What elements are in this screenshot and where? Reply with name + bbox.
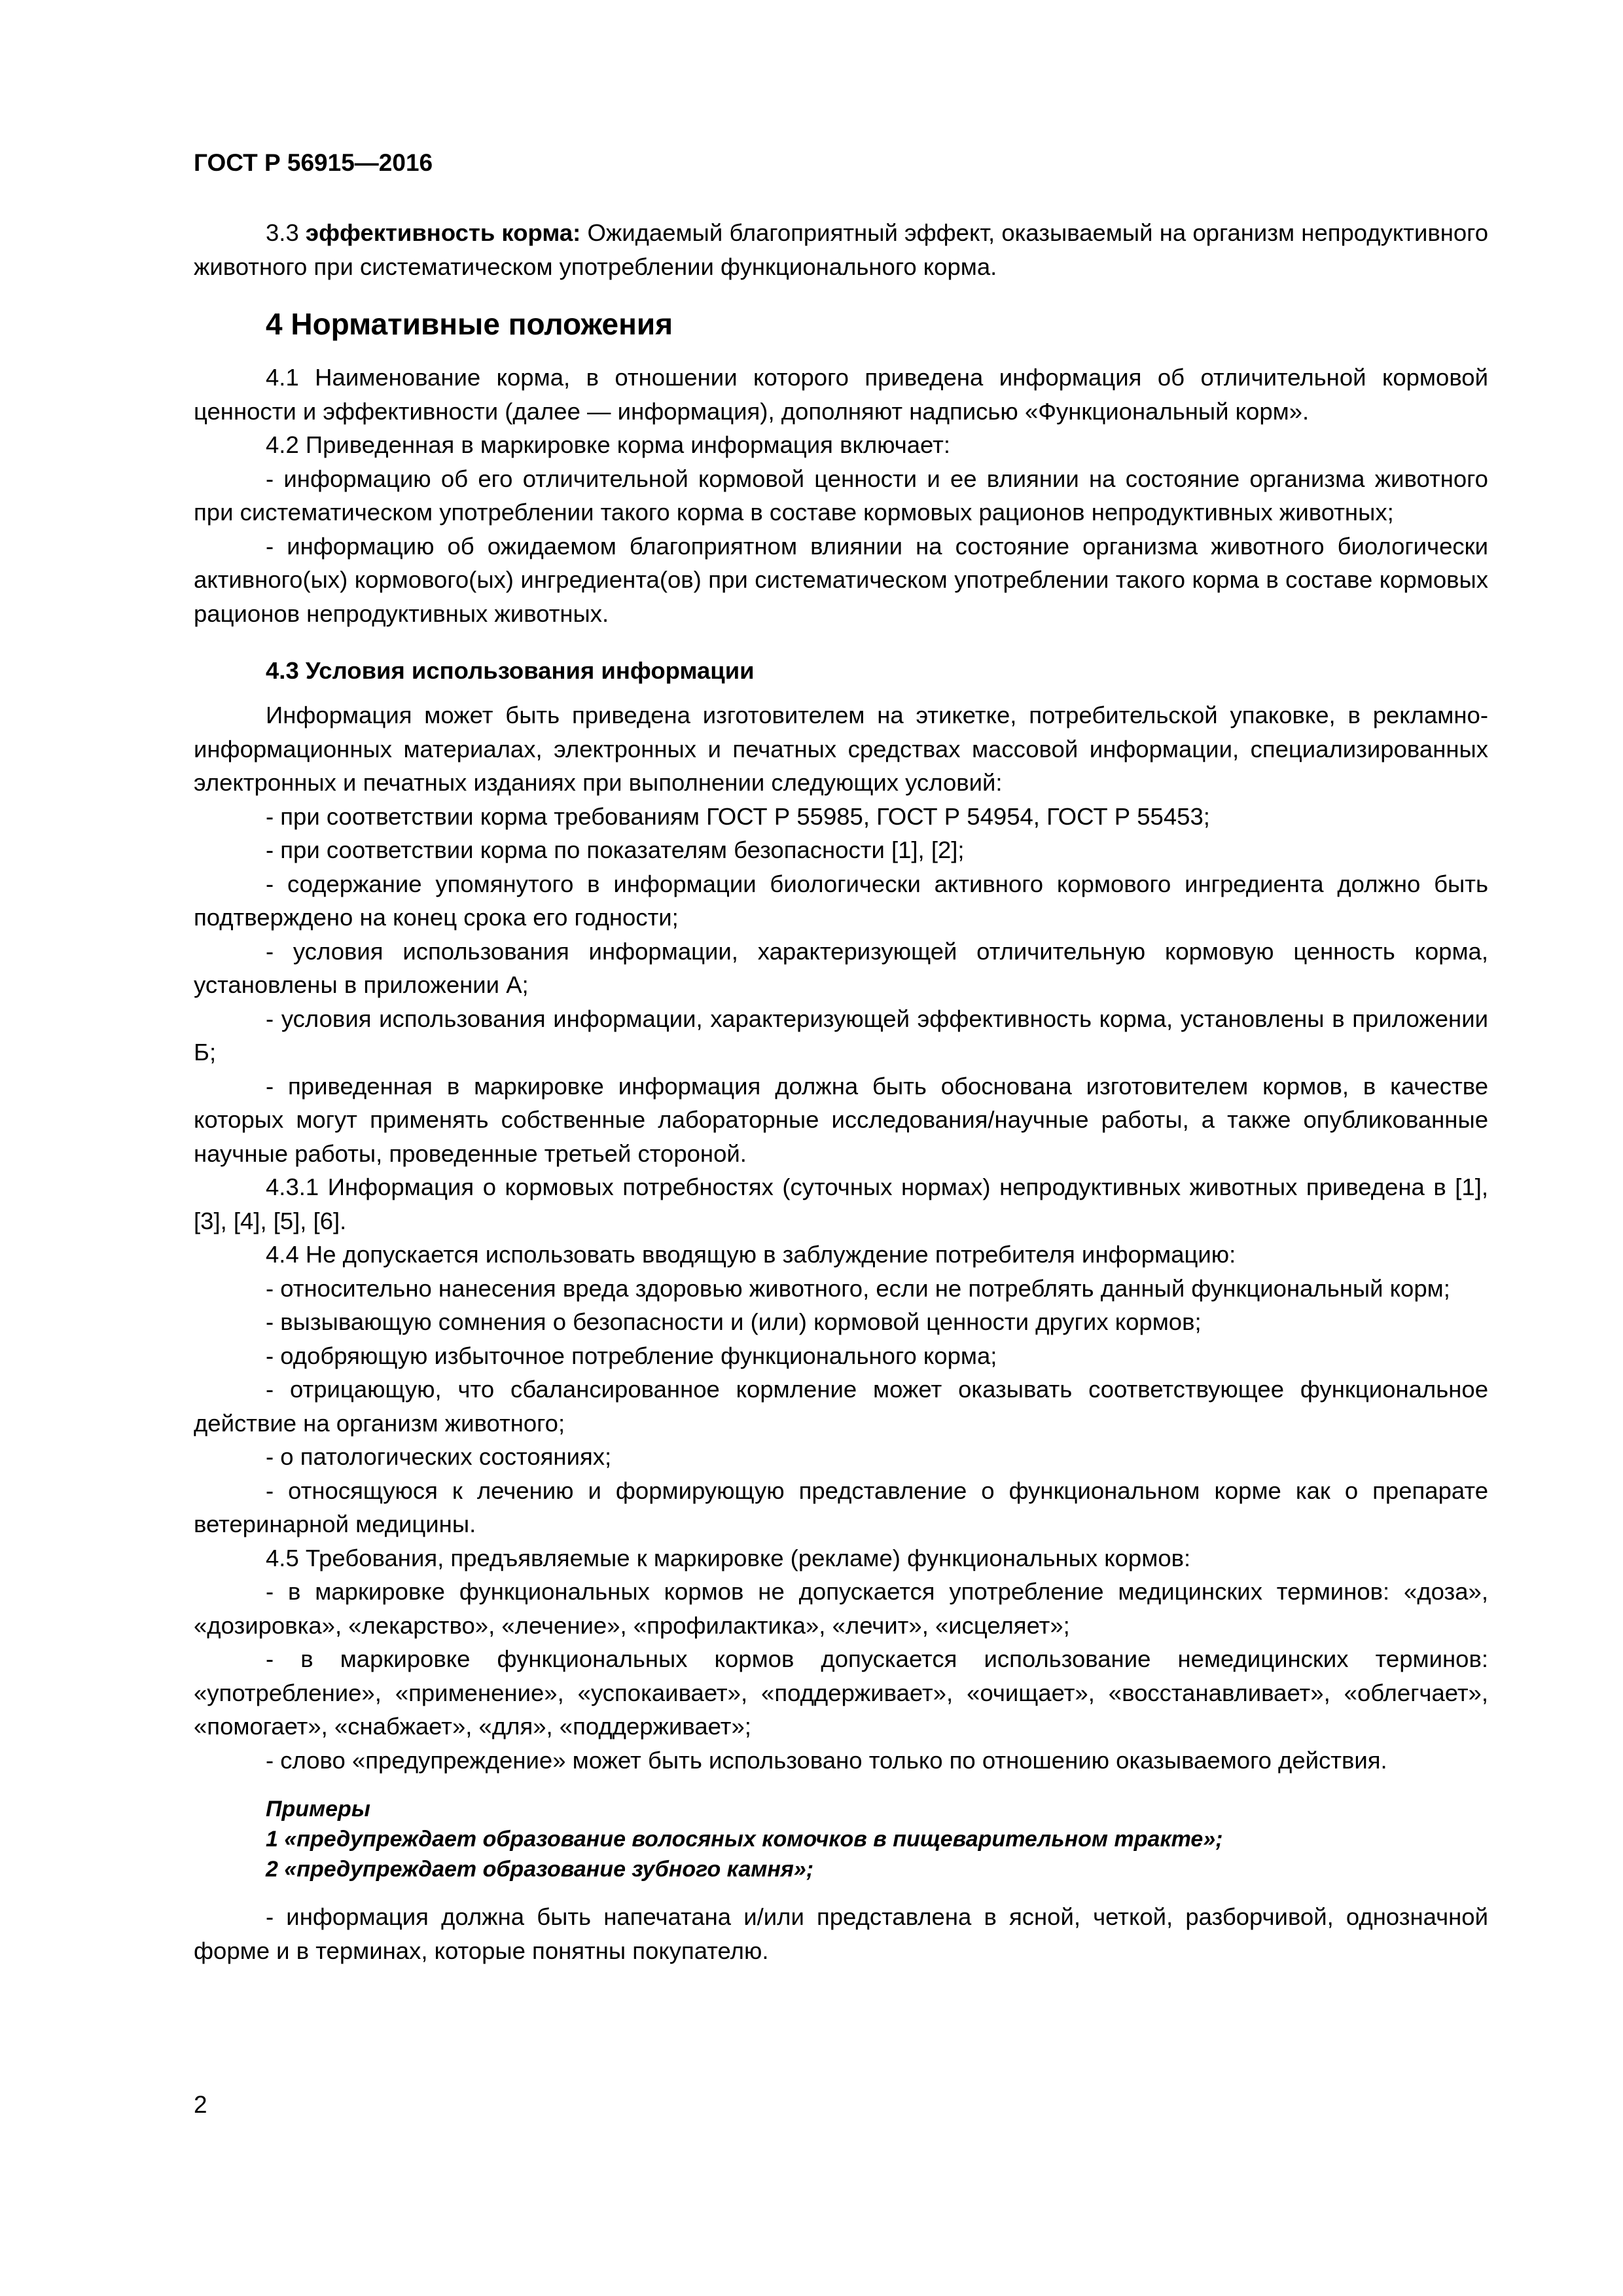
clause-4-5-item: - слово «предупреждение» может быть использовано только по отношению оказываемого действия. — [266, 1746, 1387, 1774]
examples-block — [194, 1794, 1488, 1884]
clause-4-4: 4.4 Не допускается использовать вводящую в заблуждение потребителя информацию: — [266, 1241, 1236, 1268]
document-code-header: ГОСТ Р 56915—2016 — [194, 149, 433, 176]
clause-4-4-item: - относящуюся к лечению и формирующую представление о функциональном корме как о препарате ветеринарной медицины. — [194, 1477, 1488, 1537]
example-item: 2 «предупреждает образование зубного камня»; — [266, 1857, 814, 1882]
clause-4-5: 4.5 Требования, предъявляемые к маркировке (рекламе) функциональных кормов: — [266, 1544, 1191, 1571]
clause-4-5-item: - в маркировке функциональных кормов допускается использование немедицинских терминов: «употребление», «применение», «успокаивает», «поддерживает», «очищает», «восстанавливает», «облегчает», «помогает», «снабжает», «для», «поддерживает»; — [194, 1645, 1488, 1740]
clause-3-3 — [194, 216, 1488, 283]
clause-4-2: 4.2 Приведенная в маркировке корма информация включает: — [266, 431, 950, 458]
example-item: 1 «предупреждает образование волосяных комочков в пищеварительном тракте»; — [266, 1827, 1223, 1852]
clause-4-5-item: - в маркировке функциональных кормов не допускается употребление медицинских терминов: «доза», «дозировка», «лекарство», «лечение», «профилактика», «лечит», «исцеляет»; — [194, 1578, 1488, 1639]
examples-title: Примеры — [266, 1797, 370, 1821]
clause-4-4-item: - отрицающую, что сбалансированное кормление может оказывать соответствующее функциональное действие на организм животного; — [194, 1376, 1488, 1437]
clause-3-3-term: эффективность корма: — [305, 219, 581, 246]
clause-3-3-number: 3.3 — [266, 219, 299, 246]
clause-4-3-item: - при соответствии корма требованиям ГОСТ Р 55985, ГОСТ Р 54954, ГОСТ Р 55453; — [266, 802, 1210, 830]
document-body — [194, 216, 1488, 1967]
clause-4-2-item: - информацию об его отличительной кормовой ценности и ее влиянии на состояние организма животного при систематическом употреблении такого корма в составе кормовых рационов непродуктивных животных; — [194, 465, 1488, 526]
clause-4-4-item: - вызывающую сомнения о безопасности и (или) кормовой ценности других кормов; — [266, 1308, 1202, 1335]
clause-4-1: 4.1 Наименование корма, в отношении которого приведена информация об отличительной кормовой ценности и эффективности (далее — информация), дополняют надписью «Функциональный корм». — [194, 364, 1488, 425]
clause-4-4-item: - о патологических состояниях; — [266, 1443, 612, 1470]
section-4-title: 4 Нормативные положения — [266, 307, 673, 341]
clause-4-3-1: 4.3.1 Информация о кормовых потребностях (суточных нормах) непродуктивных животных приведена в [1], [3], [4], [5], [6]. — [194, 1174, 1488, 1234]
clause-4-2-item: - информацию об ожидаемом благоприятном влиянии на состояние организма животного биологически активного(ых) кормового(ых) ингредиента(ов) при систематическом употреблении такого корма в составе кормовых рационов непродуктивных животных. — [194, 532, 1488, 627]
clause-4-3-item: - приведенная в маркировке информация должна быть обоснована изготовителем кормов, в качестве которых могут применять собственные лабораторные исследования/научные работы, а также опубликованные научные работы, проведенные третьей стороной. — [194, 1072, 1488, 1167]
clause-4-4-item: - относительно нанесения вреда здоровью животного, если не потреблять данный функциональный корм; — [266, 1274, 1450, 1302]
final-requirement: - информация должна быть напечатана и/или представлена в ясной, четкой, разборчивой, однозначной форме и в терминах, которые понятны покупателю. — [194, 1903, 1488, 1964]
clause-3-3-text: Ожидаемый благоприятный эффект, оказываемый на организм непродуктивного животного при систематическом употреблении функционального корма. — [194, 219, 1488, 280]
clause-4-3-item: - при соответствии корма по показателям безопасности [1], [2]; — [266, 836, 965, 863]
page-number: 2 — [194, 2091, 207, 2118]
clause-4-3-intro: Информация может быть приведена изготовителем на этикетке, потребительской упаковке, в рекламно-информационных материалах, электронных и печатных средствах массовой информации, специализированных электронных и печатных изданиях при выполнении следующих условий: — [194, 702, 1488, 796]
section-4-3-title: 4.3 Условия использования информации — [266, 657, 755, 684]
clause-4-3-item: - содержание упомянутого в информации биологически активного кормового ингредиента должно быть подтверждено на конец срока его годности; — [194, 870, 1488, 931]
clause-4-4-item: - одобряющую избыточное потребление функционального корма; — [266, 1342, 997, 1369]
clause-4-3-item: - условия использования информации, характеризующей эффективность корма, установлены в приложении Б; — [194, 1005, 1488, 1066]
clause-4-3-item: - условия использования информации, характеризующей отличительную кормовую ценность корма, установлены в приложении А; — [194, 937, 1488, 998]
